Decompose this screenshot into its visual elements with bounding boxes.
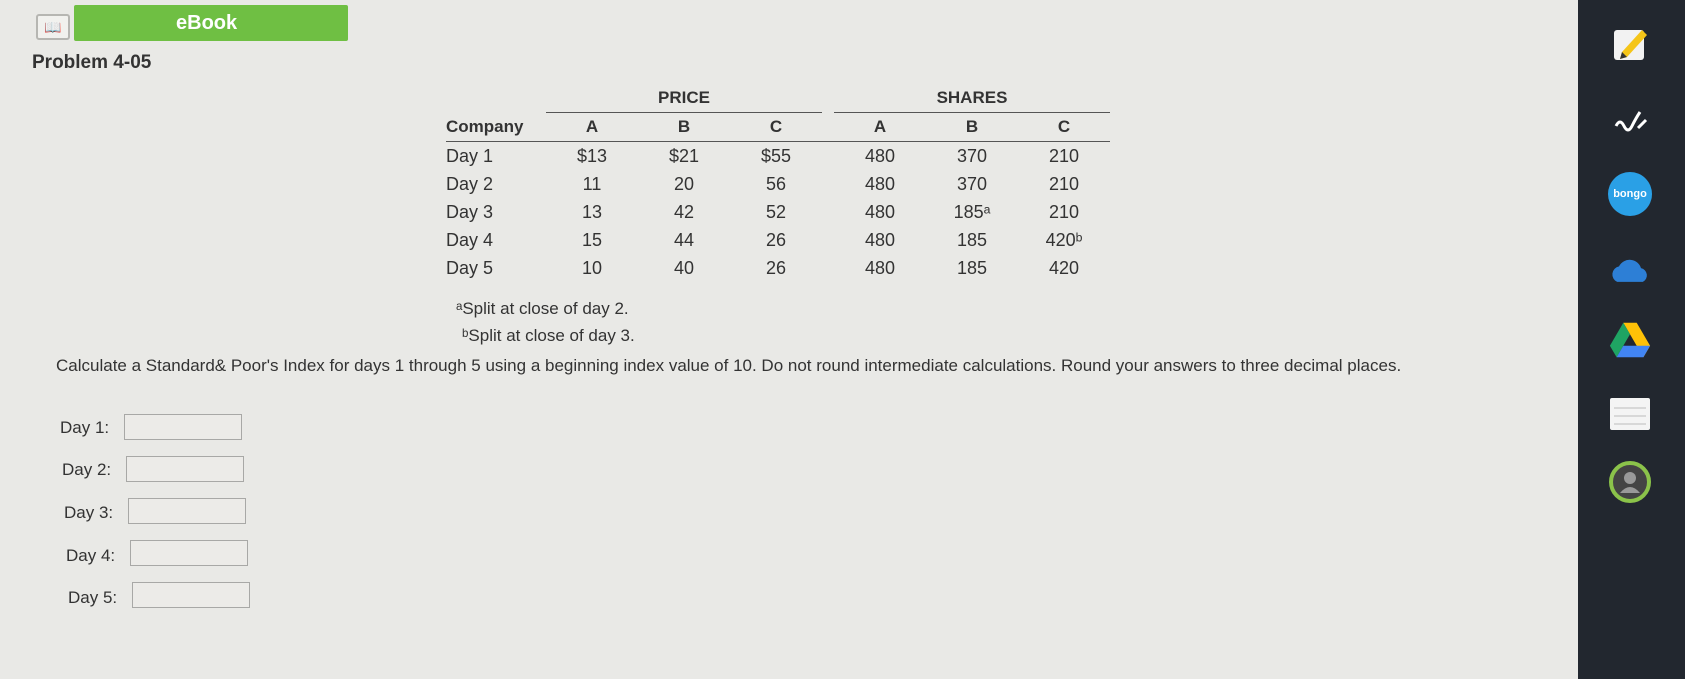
note-pencil-icon[interactable]: [1608, 22, 1652, 66]
table-cell: 370: [956, 173, 988, 194]
notepad-icon[interactable]: [1608, 392, 1652, 436]
table-row: [446, 142, 1110, 171]
table-cell: 15: [581, 229, 603, 250]
table-cell: 210: [1048, 173, 1080, 194]
table-cell: $21: [668, 145, 700, 166]
bongo-icon[interactable]: bongo: [1608, 172, 1652, 216]
day3-answer-input[interactable]: [128, 498, 246, 524]
table-cell: $55: [760, 145, 792, 166]
instruction-text: Calculate a Standard& Poor's Index for days 1 through 5 using a beginning index value of 10. Do not round intermediate calculations. Round your answers to three decimal places.: [56, 356, 1402, 375]
table-cell: Day 3: [446, 201, 494, 222]
table-cell: 44: [673, 229, 695, 250]
ebook-button[interactable]: eBook: [74, 5, 348, 41]
table-cell: 52: [765, 201, 787, 222]
price-shares-table: [446, 84, 1110, 282]
table-cell: 370: [956, 145, 988, 166]
table-cell: Day 4: [446, 229, 494, 250]
day3-label: Day 3:: [64, 503, 114, 522]
table-cell: 42: [673, 201, 695, 222]
day1-label: Day 1:: [60, 418, 110, 437]
column-header: C: [730, 113, 822, 142]
group-header-shares: SHARES: [834, 84, 1110, 113]
table-cell: 40: [673, 257, 695, 278]
table-row: [446, 198, 1110, 226]
taskbar: [1578, 0, 1685, 679]
table-cell: 480: [864, 145, 896, 166]
group-header-price: PRICE: [546, 84, 822, 113]
table-cell: 480: [864, 173, 896, 194]
table-row: [446, 170, 1110, 198]
google-drive-icon[interactable]: [1608, 318, 1652, 362]
table-cell: Day 2: [446, 173, 494, 194]
table-cell: 210: [1048, 201, 1080, 222]
table-cell: 13: [581, 201, 603, 222]
day5-answer-input[interactable]: [132, 582, 250, 608]
table-cell: 26: [765, 229, 787, 250]
book-icon[interactable]: 📖: [36, 14, 70, 40]
table-cell: 210: [1048, 145, 1080, 166]
table-cell: 20: [673, 173, 695, 194]
user-circle-icon[interactable]: [1608, 460, 1652, 504]
table-cell: 185: [956, 257, 988, 278]
day4-label: Day 4:: [66, 546, 116, 565]
table-cell: 480: [864, 201, 896, 222]
table-cell: Day 1: [446, 145, 494, 166]
table-cell: 420ᵇ: [1045, 229, 1083, 250]
table-cell: 26: [765, 257, 787, 278]
table-cell: 185ᵃ: [953, 201, 991, 222]
day5-label: Day 5:: [68, 588, 118, 607]
table-cell: 56: [765, 173, 787, 194]
table-cell: 480: [864, 257, 896, 278]
day2-label: Day 2:: [62, 460, 112, 479]
day4-answer-input[interactable]: [130, 540, 248, 566]
footnote-split-day2: ᵃSplit at close of day 2.: [456, 299, 629, 318]
column-header: B: [926, 113, 1018, 142]
table-row: [446, 226, 1110, 254]
table-cell: Day 5: [446, 257, 494, 278]
problem-title: Problem 4-05: [32, 52, 152, 73]
day2-answer-input[interactable]: [126, 456, 244, 482]
onedrive-cloud-icon[interactable]: [1608, 248, 1652, 292]
day1-answer-input[interactable]: [124, 414, 242, 440]
handwriting-icon[interactable]: [1608, 98, 1652, 142]
table-row: [446, 254, 1110, 282]
table-cell: 11: [582, 173, 602, 194]
column-header: A: [546, 113, 638, 142]
column-header: A: [834, 113, 926, 142]
column-header: Company: [446, 113, 546, 142]
column-header: C: [1018, 113, 1110, 142]
table-cell: 480: [864, 229, 896, 250]
footnote-split-day3: ᵇSplit at close of day 3.: [462, 326, 635, 345]
table-cell: 420: [1048, 257, 1080, 278]
table-cell: $13: [576, 145, 608, 166]
table-cell: 10: [581, 257, 603, 278]
column-header: B: [638, 113, 730, 142]
table-cell: 185: [956, 229, 988, 250]
